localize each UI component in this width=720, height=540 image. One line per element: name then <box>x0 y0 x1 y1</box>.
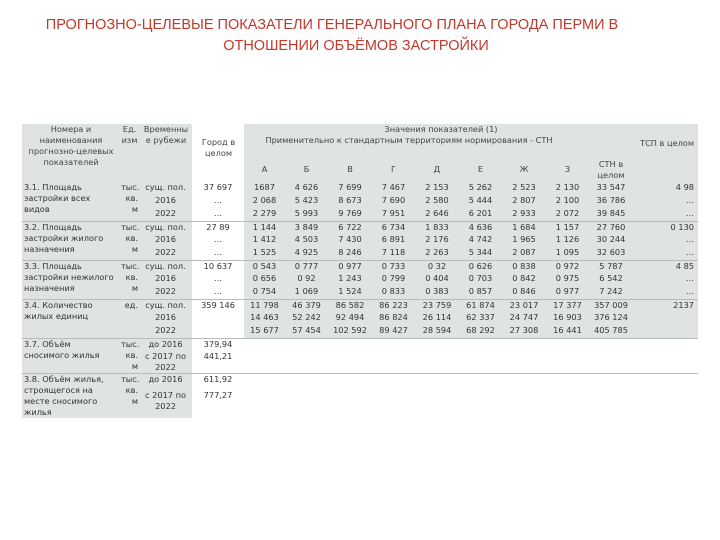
zone-value: 4 626 <box>285 182 328 195</box>
zone-value: 1 965 <box>502 234 546 247</box>
zone-value: 1 525 <box>244 247 285 260</box>
header-city: Город в целом <box>192 124 244 182</box>
zone-value: 0 383 <box>415 286 459 299</box>
indicator-unit: тыс. кв. м <box>119 221 139 260</box>
zone-value: 0 733 <box>372 260 415 273</box>
zone-value: 68 292 <box>459 325 502 338</box>
zone-value <box>285 390 328 418</box>
zone-value <box>372 374 415 391</box>
city-total: … <box>192 247 244 260</box>
zone-value: 24 747 <box>502 312 546 325</box>
zone-value: 2 100 <box>546 195 589 208</box>
zone-value: 0 799 <box>372 273 415 286</box>
zone-value <box>502 351 546 374</box>
zone-value: 1 157 <box>546 221 589 234</box>
tsp-value <box>633 338 698 351</box>
zone-value: 1 069 <box>285 286 328 299</box>
zone-value <box>589 351 633 374</box>
zone-value: 16 903 <box>546 312 589 325</box>
zone-value <box>372 338 415 351</box>
zone-value: 61 874 <box>459 299 502 312</box>
zone-value: 7 467 <box>372 182 415 195</box>
indicators-table-wrapper <box>22 124 698 418</box>
zone-value: 357 009 <box>589 299 633 312</box>
indicator-name: 3.8. Объём жилья, строящегося на месте сносимого жилья <box>22 374 119 419</box>
zone-value: 0 977 <box>328 260 372 273</box>
zone-value: 2 807 <box>502 195 546 208</box>
header-name: Номера и наименования прогнозно-целевых показателей <box>22 124 119 182</box>
zone-header-0: А <box>244 154 285 182</box>
indicator-unit: ед. <box>119 299 139 338</box>
tsp-value: … <box>633 234 698 247</box>
zone-value <box>415 338 459 351</box>
city-total: 359 146 <box>192 299 244 312</box>
zone-header-tsp-spacer <box>633 154 698 182</box>
city-total: … <box>192 208 244 221</box>
zone-value <box>328 374 372 391</box>
zone-value: 14 463 <box>244 312 285 325</box>
zone-value: 6 542 <box>589 273 633 286</box>
tsp-value <box>633 374 698 391</box>
zone-value: 1 524 <box>328 286 372 299</box>
zone-header-6: Ж <box>502 154 546 182</box>
table-row <box>22 374 698 391</box>
page-title-line-2: ОТНОШЕНИИ ОБЪЁМОВ ЗАСТРОЙКИ <box>223 38 489 54</box>
zone-value: 2 130 <box>546 182 589 195</box>
time-period: 2022 <box>139 208 192 221</box>
zone-value: 8 673 <box>328 195 372 208</box>
tsp-value: 2137 <box>633 299 698 312</box>
zone-value: 2 933 <box>502 208 546 221</box>
zone-value: 7 430 <box>328 234 372 247</box>
header-stn-norm: Применительно к стандартным территориям нормирования - СТН <box>265 135 553 145</box>
time-period: сущ. пол. <box>139 221 192 234</box>
indicator-unit: тыс. кв. м <box>119 182 139 221</box>
zone-header-3: Г <box>372 154 415 182</box>
zone-value: 16 441 <box>546 325 589 338</box>
zone-value: 8 246 <box>328 247 372 260</box>
city-total: … <box>192 234 244 247</box>
time-period: 2016 <box>139 273 192 286</box>
zone-header-4: Д <box>415 154 459 182</box>
time-period: сущ. пол. <box>139 299 192 312</box>
zone-value: 6 722 <box>328 221 372 234</box>
indicator-unit: тыс. кв. м <box>119 338 139 374</box>
zone-value: 11 798 <box>244 299 285 312</box>
zone-value <box>285 351 328 374</box>
zone-value: 5 423 <box>285 195 328 208</box>
table-row <box>22 182 698 195</box>
header-time: Временны е рубежи <box>139 124 192 182</box>
zone-value <box>328 390 372 418</box>
zone-value: 5 993 <box>285 208 328 221</box>
zone-value: 86 824 <box>372 312 415 325</box>
zone-value <box>244 351 285 374</box>
table-row <box>22 260 698 273</box>
zone-value: 2 523 <box>502 182 546 195</box>
zone-value: 92 494 <box>328 312 372 325</box>
zone-value <box>459 374 502 391</box>
zone-value <box>415 390 459 418</box>
zone-value: 1 095 <box>546 247 589 260</box>
header-values: Значения показателей (1) <box>384 124 498 134</box>
zone-value: 7 118 <box>372 247 415 260</box>
indicator-name: 3.3. Площадь застройки нежилого назначения <box>22 260 119 299</box>
time-period: 2016 <box>139 195 192 208</box>
zone-value <box>415 374 459 391</box>
zone-value: 36 786 <box>589 195 633 208</box>
zone-header-2: В <box>328 154 372 182</box>
zone-value: 0 754 <box>244 286 285 299</box>
zone-value: 62 337 <box>459 312 502 325</box>
header-row <box>22 124 698 154</box>
zone-value: 32 603 <box>589 247 633 260</box>
zone-value: 1687 <box>244 182 285 195</box>
zone-value: 0 977 <box>546 286 589 299</box>
time-period: 2022 <box>139 286 192 299</box>
tsp-value: … <box>633 273 698 286</box>
tsp-value <box>633 390 698 418</box>
zone-value <box>546 390 589 418</box>
zone-value: 27 308 <box>502 325 546 338</box>
tsp-value: … <box>633 247 698 260</box>
zone-value: 5 344 <box>459 247 502 260</box>
zone-value: 7 699 <box>328 182 372 195</box>
city-total <box>192 312 244 325</box>
zone-value <box>328 351 372 374</box>
tsp-value: 4 98 <box>633 182 698 195</box>
zone-value: 6 891 <box>372 234 415 247</box>
zone-value: 4 503 <box>285 234 328 247</box>
zone-value <box>459 390 502 418</box>
tsp-value: 0 130 <box>633 221 698 234</box>
city-total: 777,27 <box>192 390 244 418</box>
zone-value: 46 379 <box>285 299 328 312</box>
zone-value: 1 684 <box>502 221 546 234</box>
city-total: … <box>192 273 244 286</box>
zone-value <box>328 338 372 351</box>
tsp-value <box>633 325 698 338</box>
zone-value: 2 263 <box>415 247 459 260</box>
zone-value <box>502 374 546 391</box>
zone-value: 0 842 <box>502 273 546 286</box>
indicator-name: 3.7. Объём сносимого жилья <box>22 338 119 374</box>
zone-value: 0 404 <box>415 273 459 286</box>
city-total: … <box>192 195 244 208</box>
zone-value <box>502 390 546 418</box>
city-total: 611,92 <box>192 374 244 391</box>
zone-value: 23 017 <box>502 299 546 312</box>
zone-value: 33 547 <box>589 182 633 195</box>
zone-value: 1 412 <box>244 234 285 247</box>
zone-value: 2 087 <box>502 247 546 260</box>
zone-value <box>372 351 415 374</box>
city-total: 27 89 <box>192 221 244 234</box>
zone-header-7: З <box>546 154 589 182</box>
table-row <box>22 299 698 312</box>
zone-value: 0 703 <box>459 273 502 286</box>
indicator-unit: тыс. кв. м <box>119 374 139 419</box>
zone-value: 5 787 <box>589 260 633 273</box>
zone-value: 0 846 <box>502 286 546 299</box>
tsp-value <box>633 312 698 325</box>
zone-header-1: Б <box>285 154 328 182</box>
tsp-value: … <box>633 208 698 221</box>
zone-value: 2 279 <box>244 208 285 221</box>
tsp-value <box>633 351 698 374</box>
zone-value: 0 777 <box>285 260 328 273</box>
zone-value <box>415 351 459 374</box>
zone-value: 5 262 <box>459 182 502 195</box>
tsp-value: … <box>633 195 698 208</box>
zone-value: 2 580 <box>415 195 459 208</box>
zone-value: 39 845 <box>589 208 633 221</box>
zone-value: 4 742 <box>459 234 502 247</box>
zone-value: 0 972 <box>546 260 589 273</box>
zone-value: 376 124 <box>589 312 633 325</box>
city-total: 10 637 <box>192 260 244 273</box>
zone-value: 1 243 <box>328 273 372 286</box>
city-total: … <box>192 286 244 299</box>
zone-value <box>285 374 328 391</box>
time-period: 2022 <box>139 247 192 260</box>
zone-value: 0 656 <box>244 273 285 286</box>
zone-value <box>244 390 285 418</box>
zone-value <box>285 338 328 351</box>
zone-value <box>546 338 589 351</box>
zone-value: 2 646 <box>415 208 459 221</box>
zone-header-8: СТН в целом <box>589 154 633 182</box>
time-period: сущ. пол. <box>139 182 192 195</box>
time-period: с 2017 по 2022 <box>139 351 192 374</box>
tsp-value: 4 85 <box>633 260 698 273</box>
zone-value: 2 068 <box>244 195 285 208</box>
zone-value: 89 427 <box>372 325 415 338</box>
time-period: до 2016 <box>139 374 192 391</box>
time-period: с 2017 по 2022 <box>139 390 192 418</box>
zone-value <box>589 338 633 351</box>
page-title-line-1: ПРОГНОЗНО-ЦЕЛЕВЫЕ ПОКАЗАТЕЛИ ГЕНЕРАЛЬНОГО ПЛАНА ГОРОДА ПЕРМИ В <box>45 17 619 33</box>
zone-value: 7 690 <box>372 195 415 208</box>
zone-value: 28 594 <box>415 325 459 338</box>
zone-value <box>546 374 589 391</box>
zone-value: 102 592 <box>328 325 372 338</box>
zone-value: 15 677 <box>244 325 285 338</box>
indicator-unit: тыс. кв. м <box>119 260 139 299</box>
zone-value: 0 32 <box>415 260 459 273</box>
zone-value: 5 444 <box>459 195 502 208</box>
zone-value: 0 626 <box>459 260 502 273</box>
zone-value: 86 582 <box>328 299 372 312</box>
zone-value: 3 849 <box>285 221 328 234</box>
zone-value <box>459 338 502 351</box>
zone-value: 0 857 <box>459 286 502 299</box>
indicator-name: 3.2. Площадь застройки жилого назначения <box>22 221 119 260</box>
zone-value: 17 377 <box>546 299 589 312</box>
zone-value: 7 951 <box>372 208 415 221</box>
table-row <box>22 338 698 351</box>
zone-value <box>459 351 502 374</box>
table-row <box>22 221 698 234</box>
city-total: 37 697 <box>192 182 244 195</box>
tsp-value: … <box>633 286 698 299</box>
time-period: 2016 <box>139 312 192 325</box>
indicator-name: 3.1. Площадь застройки всех видов <box>22 182 119 221</box>
city-total: 441,21 <box>192 351 244 374</box>
city-total <box>192 325 244 338</box>
zone-value: 1 126 <box>546 234 589 247</box>
zone-value: 26 114 <box>415 312 459 325</box>
zone-value: 6 734 <box>372 221 415 234</box>
zone-value: 0 543 <box>244 260 285 273</box>
header-tsp: ТСП в целом <box>640 138 694 148</box>
zone-value <box>589 390 633 418</box>
zone-value <box>502 338 546 351</box>
zone-value: 0 833 <box>372 286 415 299</box>
zone-value: 0 92 <box>285 273 328 286</box>
zone-value: 23 759 <box>415 299 459 312</box>
zone-value <box>244 374 285 391</box>
zone-header-5: Е <box>459 154 502 182</box>
time-period: сущ. пол. <box>139 260 192 273</box>
zone-value: 52 242 <box>285 312 328 325</box>
zone-value <box>589 374 633 391</box>
zone-value: 2 176 <box>415 234 459 247</box>
zone-value: 27 760 <box>589 221 633 234</box>
zone-value: 7 242 <box>589 286 633 299</box>
zone-value: 0 838 <box>502 260 546 273</box>
zone-value: 2 153 <box>415 182 459 195</box>
zone-value: 9 769 <box>328 208 372 221</box>
zone-value: 1 833 <box>415 221 459 234</box>
zone-value: 405 785 <box>589 325 633 338</box>
zone-value <box>244 338 285 351</box>
zone-value <box>546 351 589 374</box>
zone-value: 0 975 <box>546 273 589 286</box>
time-period: 2022 <box>139 325 192 338</box>
time-period: до 2016 <box>139 338 192 351</box>
indicators-table <box>22 124 698 418</box>
zone-value: 57 454 <box>285 325 328 338</box>
city-total: 379,94 <box>192 338 244 351</box>
zone-value: 6 201 <box>459 208 502 221</box>
header-unit: Ед. изм <box>119 124 139 182</box>
zone-value: 1 144 <box>244 221 285 234</box>
zone-value: 4 925 <box>285 247 328 260</box>
zone-value: 30 244 <box>589 234 633 247</box>
zone-value: 4 636 <box>459 221 502 234</box>
zone-value <box>372 390 415 418</box>
zone-value: 86 223 <box>372 299 415 312</box>
time-period: 2016 <box>139 234 192 247</box>
indicator-name: 3.4. Количество жилых единиц <box>22 299 119 338</box>
zone-value: 2 072 <box>546 208 589 221</box>
